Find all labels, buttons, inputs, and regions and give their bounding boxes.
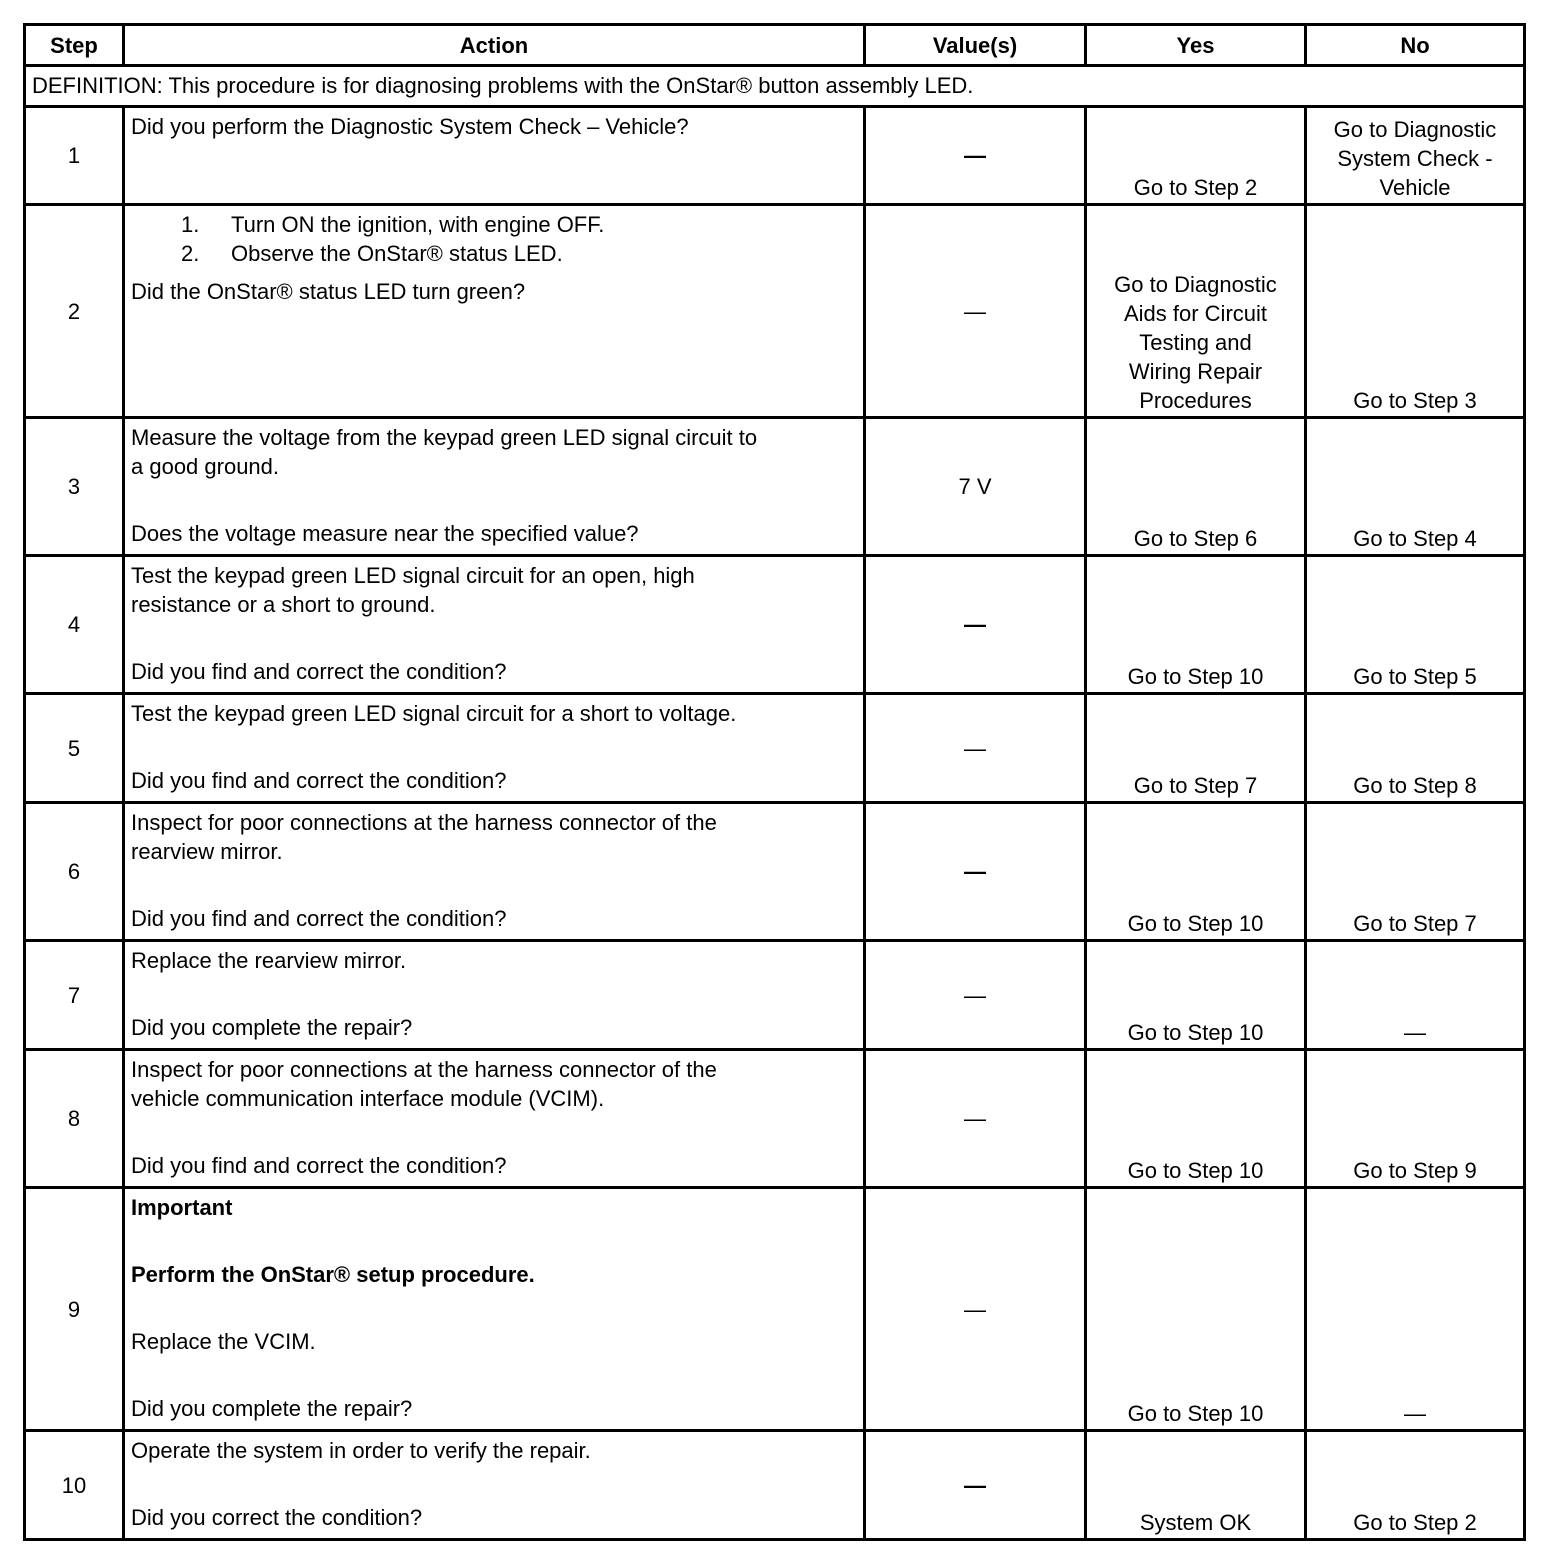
action-line: resistance or a short to ground. — [131, 592, 436, 617]
step-number: 1 — [26, 108, 125, 203]
no-text: Vehicle — [1379, 175, 1451, 200]
yes-text: Go to Step 10 — [1127, 1158, 1264, 1183]
definition-row — [23, 64, 1526, 108]
step-number: 7 — [26, 942, 125, 1048]
yes-text: Go to Step 10 — [1127, 664, 1264, 689]
value-cell: 7 V — [866, 419, 1087, 554]
table-row — [23, 939, 1526, 1051]
no-cell — [1307, 695, 1523, 801]
action-text — [125, 804, 866, 939]
action-line: Operate the system in order to verify the repair. — [131, 1438, 591, 1463]
value-cell: — — [866, 1189, 1087, 1429]
question-text: Did you complete the repair? — [131, 1396, 413, 1421]
yes-text: Go to Diagnostic — [1114, 272, 1277, 297]
value-cell: — — [866, 1051, 1087, 1186]
value-cell: — — [866, 557, 1087, 692]
yes-text: Go to Step 10 — [1127, 1401, 1264, 1426]
value-cell: — — [866, 1432, 1087, 1538]
question-text: Did the OnStar® status LED turn green? — [131, 279, 526, 304]
yes-text: Go to Step 2 — [1133, 175, 1258, 200]
yes-text: Procedures — [1139, 388, 1252, 413]
value-cell: — — [866, 695, 1087, 801]
no-cell — [1307, 1189, 1523, 1429]
list-item: 1. Turn ON the ignition, with engine OFF. — [181, 212, 605, 237]
question-text: Did you find and correct the condition? — [131, 659, 507, 684]
yes-text: Go to Step 7 — [1133, 773, 1258, 798]
action-text — [125, 206, 866, 416]
yes-text: Testing and — [1139, 330, 1252, 355]
action-text — [125, 1432, 866, 1538]
action-text — [125, 557, 866, 692]
no-text: — — [1404, 1020, 1426, 1045]
yes-cell — [1087, 942, 1307, 1048]
no-text: Go to Step 3 — [1353, 388, 1477, 413]
no-cell — [1307, 557, 1523, 692]
action-line: Inspect for poor connections at the harness connector of the — [131, 810, 717, 835]
action-line: rearview mirror. — [131, 839, 283, 864]
yes-cell — [1087, 108, 1307, 203]
table-row — [23, 1048, 1526, 1189]
step-number: 2 — [26, 206, 125, 416]
yes-text: Go to Step 6 — [1133, 526, 1258, 551]
action-line: Inspect for poor connections at the harness connector of the — [131, 1057, 717, 1082]
question-text: Did you complete the repair? — [131, 1015, 413, 1040]
header-yes: Yes — [1087, 26, 1307, 64]
no-text: System Check - — [1337, 146, 1493, 171]
yes-text: System OK — [1139, 1510, 1252, 1535]
action-line: vehicle communication interface module (VCIM). — [131, 1086, 605, 1111]
no-text: Go to Step 7 — [1353, 911, 1477, 936]
action-text — [125, 1051, 866, 1186]
no-cell — [1307, 804, 1523, 939]
header-action: Action — [125, 26, 866, 64]
step-number: 10 — [26, 1432, 125, 1538]
step-number: 4 — [26, 557, 125, 692]
value-cell: — — [866, 804, 1087, 939]
header-step: Step — [26, 26, 125, 64]
no-text: Go to Step 2 — [1353, 1510, 1477, 1535]
action-text — [125, 108, 866, 203]
yes-cell — [1087, 419, 1307, 554]
yes-cell — [1087, 1432, 1307, 1538]
question-text: Did you find and correct the condition? — [131, 768, 507, 793]
list-item: 2. Observe the OnStar® status LED. — [181, 241, 563, 266]
list-item-text: Observe the OnStar® status LED. — [231, 241, 563, 266]
table-row — [23, 105, 1526, 206]
table-row — [23, 554, 1526, 695]
step-number: 6 — [26, 804, 125, 939]
yes-text: Aids for Circuit — [1123, 301, 1268, 326]
action-line: a good ground. — [131, 454, 280, 479]
table-row — [23, 203, 1526, 419]
no-cell — [1307, 108, 1523, 203]
no-text: Go to Step 8 — [1353, 773, 1477, 798]
yes-text: Wiring Repair — [1128, 359, 1263, 384]
action-line: Measure the voltage from the keypad green LED signal circuit to — [131, 425, 758, 450]
action-text — [125, 1189, 866, 1429]
action-line: Test the keypad green LED signal circuit for an open, high — [131, 563, 695, 588]
value-cell: — — [866, 206, 1087, 416]
action-text — [125, 695, 866, 801]
yes-cell — [1087, 1189, 1307, 1429]
value-cell: — — [866, 942, 1087, 1048]
no-text: Go to Step 5 — [1353, 664, 1477, 689]
step-number: 3 — [26, 419, 125, 554]
table-row — [23, 801, 1526, 942]
step-number: 8 — [26, 1051, 125, 1186]
important-label: Important — [131, 1195, 233, 1220]
action-line: Did you perform the Diagnostic System Check – Vehicle? — [131, 114, 689, 139]
action-text — [125, 419, 866, 554]
table-row — [23, 416, 1526, 557]
no-text: Go to Diagnostic — [1333, 117, 1497, 142]
step-number: 5 — [26, 695, 125, 801]
no-cell — [1307, 206, 1523, 416]
yes-cell — [1087, 1051, 1307, 1186]
header-values: Value(s) — [866, 26, 1087, 64]
action-text — [125, 942, 866, 1048]
question-text: Did you find and correct the condition? — [131, 906, 507, 931]
important-note: Perform the OnStar® setup procedure. — [131, 1262, 535, 1287]
table-row — [23, 1429, 1526, 1541]
no-text: Go to Step 9 — [1353, 1158, 1477, 1183]
action-line: Replace the VCIM. — [131, 1329, 316, 1354]
action-line: Replace the rearview mirror. — [131, 948, 407, 973]
table-header — [23, 23, 1526, 67]
yes-cell — [1087, 206, 1307, 416]
no-text: — — [1404, 1401, 1426, 1426]
list-item-text: Turn ON the ignition, with engine OFF. — [231, 212, 605, 237]
question-text: Did you correct the condition? — [131, 1505, 423, 1530]
table-row — [23, 1186, 1526, 1432]
definition-text: DEFINITION: This procedure is for diagnosing problems with the OnStar® button assembly LED. — [32, 73, 974, 98]
no-cell — [1307, 1051, 1523, 1186]
header-no: No — [1400, 32, 1430, 58]
table-row — [23, 692, 1526, 804]
yes-text: Go to Step 10 — [1127, 911, 1264, 936]
no-cell — [1307, 419, 1523, 554]
step-number: 9 — [26, 1189, 125, 1429]
no-cell — [1307, 1432, 1523, 1538]
action-line: Test the keypad green LED signal circuit for a short to voltage. — [131, 701, 737, 726]
yes-cell — [1087, 804, 1307, 939]
no-text: Go to Step 4 — [1353, 526, 1477, 551]
no-cell — [1307, 942, 1523, 1048]
question-text: Did you find and correct the condition? — [131, 1153, 507, 1178]
yes-cell — [1087, 695, 1307, 801]
yes-cell — [1087, 557, 1307, 692]
yes-text: Go to Step 10 — [1127, 1020, 1264, 1045]
question-text: Does the voltage measure near the specified value? — [131, 521, 639, 546]
value-cell: — — [866, 108, 1087, 203]
